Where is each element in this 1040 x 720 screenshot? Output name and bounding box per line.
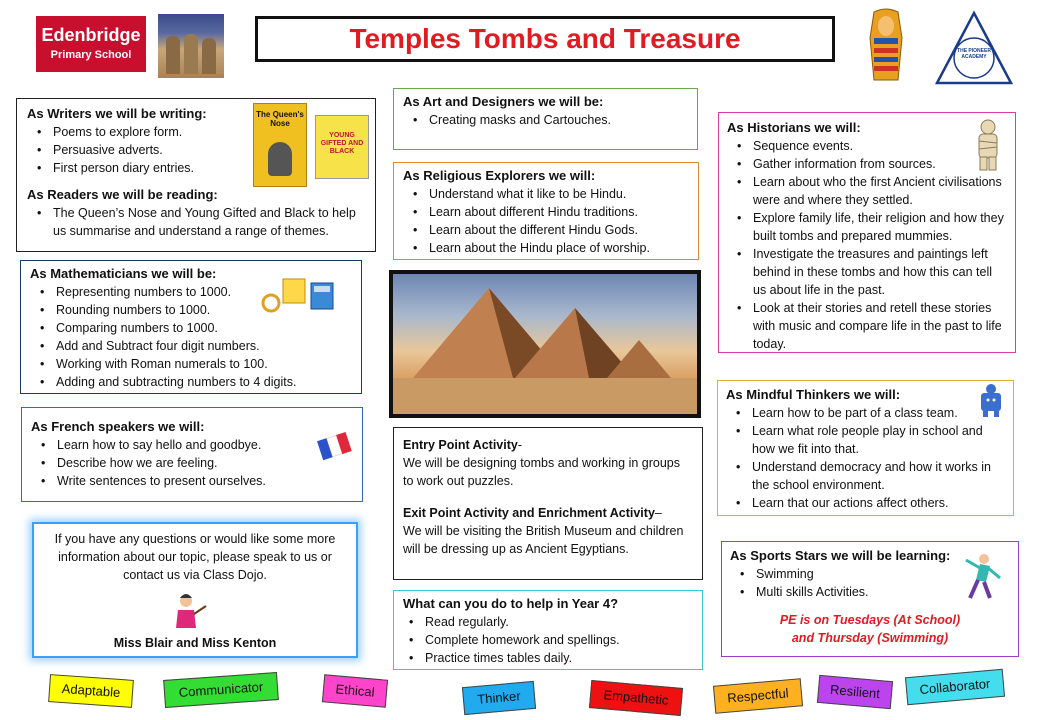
book-title: The Queen's Nose [256,110,304,128]
sports-box [721,541,1019,657]
religious-list [403,185,689,257]
historians-box [718,112,1016,353]
temple-photo [158,14,224,78]
list-item: • Investigate the treasures and paintings left behind in these tombs and how this can tell us about life in the past. [753,245,1007,299]
list-item: • Learn about different Hindu traditions. [429,203,689,221]
french-box [21,407,363,502]
book-cover-queens-nose [253,103,307,187]
list-item: • Multi skills Activities. [756,583,1010,601]
pe-day-line: PE is on Tuesdays (At School) [779,613,961,627]
list-item: • Learn how to say hello and goodbye. [57,436,353,454]
list-item: • Learn what role people play in school and how we fit into that. [752,422,1005,458]
teacher-names: Miss Blair and Miss Kenton [113,636,277,650]
activities-box [393,427,703,580]
historians-heading: As Historians we will: [727,120,861,135]
list-item: • Creating masks and Cartouches. [429,111,688,129]
list-item: • Explore family life, their religion and how they built tombs and prepared mummies. [753,209,1007,245]
list-item: • Write sentences to present ourselves. [57,472,353,490]
tag-ethical: Ethical [322,674,388,707]
writers-box [16,98,376,252]
list-item: • Sequence events. [753,137,1007,155]
list-item: • Add and Subtract four digit numbers. [56,337,352,355]
list-item: • Learn about who the first Ancient civilisations were and where they settled. [753,173,1007,209]
list-item: • Read regularly. [425,613,693,631]
list-item: • Swimming [756,565,1010,583]
tag-adaptable: Adaptable [48,674,134,708]
help-heading: What can you do to help in Year 4? [403,596,619,611]
tag-communicator: Communicator [163,672,279,708]
list-item: • Adding and subtracting numbers to 4 digits. [56,373,352,391]
list-item: • Poems to explore form. [53,123,273,141]
entry-text: We will be designing tombs and working in groups to work out puzzles. [403,456,681,488]
help-box [393,590,703,670]
list-item: • Learn that our actions affect others. [752,494,1005,512]
list-item: • Representing numbers to 1000. [56,283,352,301]
religious-box [393,162,699,260]
list-item: • Learn about the different Hindu Gods. [429,221,689,239]
exit-text: We will be visiting the British Museum and children will be dressing up as Ancient Egyptians. [403,524,684,556]
school-logo [36,16,146,72]
readers-list [27,204,365,240]
maths-box [20,260,362,394]
page-title: Temples Tombs and Treasure [255,16,835,62]
list-item: • Understand democracy and how it works in the school environment. [752,458,1005,494]
academy-logo [934,10,1014,86]
writers-list [27,123,273,177]
entry-heading: Entry Point Activity [403,438,518,452]
list-item: • Practice times tables daily. [425,649,693,667]
list-item: • Understand what it like to be Hindu. [429,185,689,203]
maths-heading: As Mathematicians we will be: [30,266,217,281]
readers-heading: As Readers we will be reading: [27,187,218,202]
art-box [393,88,698,150]
list-item: • Working with Roman numerals to 100. [56,355,352,373]
book-cover-young-gifted-black [315,115,369,179]
puzzle-piece-icon [976,383,1006,417]
academy-name: THE PIONEER ACADEMY [957,48,991,60]
maths-tools-icon [261,273,339,313]
book-title: YOUNG GIFTED AND BLACK [320,132,364,155]
tag-collaborator: Collaborator [905,669,1005,705]
list-item: • Gather information from sources. [753,155,1007,173]
mindful-heading: As Mindful Thinkers we will: [726,387,901,402]
list-item: • Comparing numbers to 1000. [56,319,352,337]
pyramids-photo [389,270,701,418]
list-item: • Complete homework and spellings. [425,631,693,649]
contact-text: If you have any questions or would like some more information about our topic, please speak to us or contact us via Class Dojo. [54,532,336,582]
school-subtitle: Primary School [50,49,132,61]
writers-heading: As Writers we will be writing: [27,106,207,121]
french-list [31,436,353,490]
mindful-list [726,404,1005,512]
sarcophagus-icon [864,8,908,84]
mummy-icon [971,119,1005,171]
tag-thinker: Thinker [462,681,536,715]
exit-heading: Exit Point Activity and Enrichment Activity [403,506,655,520]
list-item: • Persuasive adverts. [53,141,273,159]
art-heading: As Art and Designers we will be: [403,94,604,109]
list-item: • Learn how to be part of a class team. [752,404,1005,422]
sports-person-icon [960,552,1004,602]
french-heading: As French speakers we will: [31,419,205,434]
exit-dash: – [654,506,662,520]
list-item: • The Queen’s Nose and Young Gifted and Black to help us summarise and understand a range of themes. [53,204,365,240]
teacher-icon [170,592,210,632]
historians-list [727,137,1007,353]
list-item: • Look at their stories and retell these stories with music and compare life in the past to life today. [753,299,1007,353]
entry-dash: - [517,438,523,452]
sports-heading: As Sports Stars we will be learning: [730,548,951,563]
contact-box [32,522,358,658]
religious-heading: As Religious Explorers we will: [403,168,596,183]
tag-resilient: Resilient [817,675,893,709]
mindful-box [717,380,1014,516]
list-item: • Rounding numbers to 1000. [56,301,352,319]
tag-respectful: Respectful [713,678,803,714]
art-list [403,111,688,129]
list-item: • First person diary entries. [53,159,273,177]
school-name: Edenbridge [41,25,141,45]
list-item: • Describe how we are feeling. [57,454,353,472]
tag-empathetic: Empathetic [589,680,683,716]
help-list [403,613,693,667]
pe-day-line: and Thursday (Swimming) [791,631,949,645]
list-item: • Learn about the Hindu place of worship. [429,239,689,257]
